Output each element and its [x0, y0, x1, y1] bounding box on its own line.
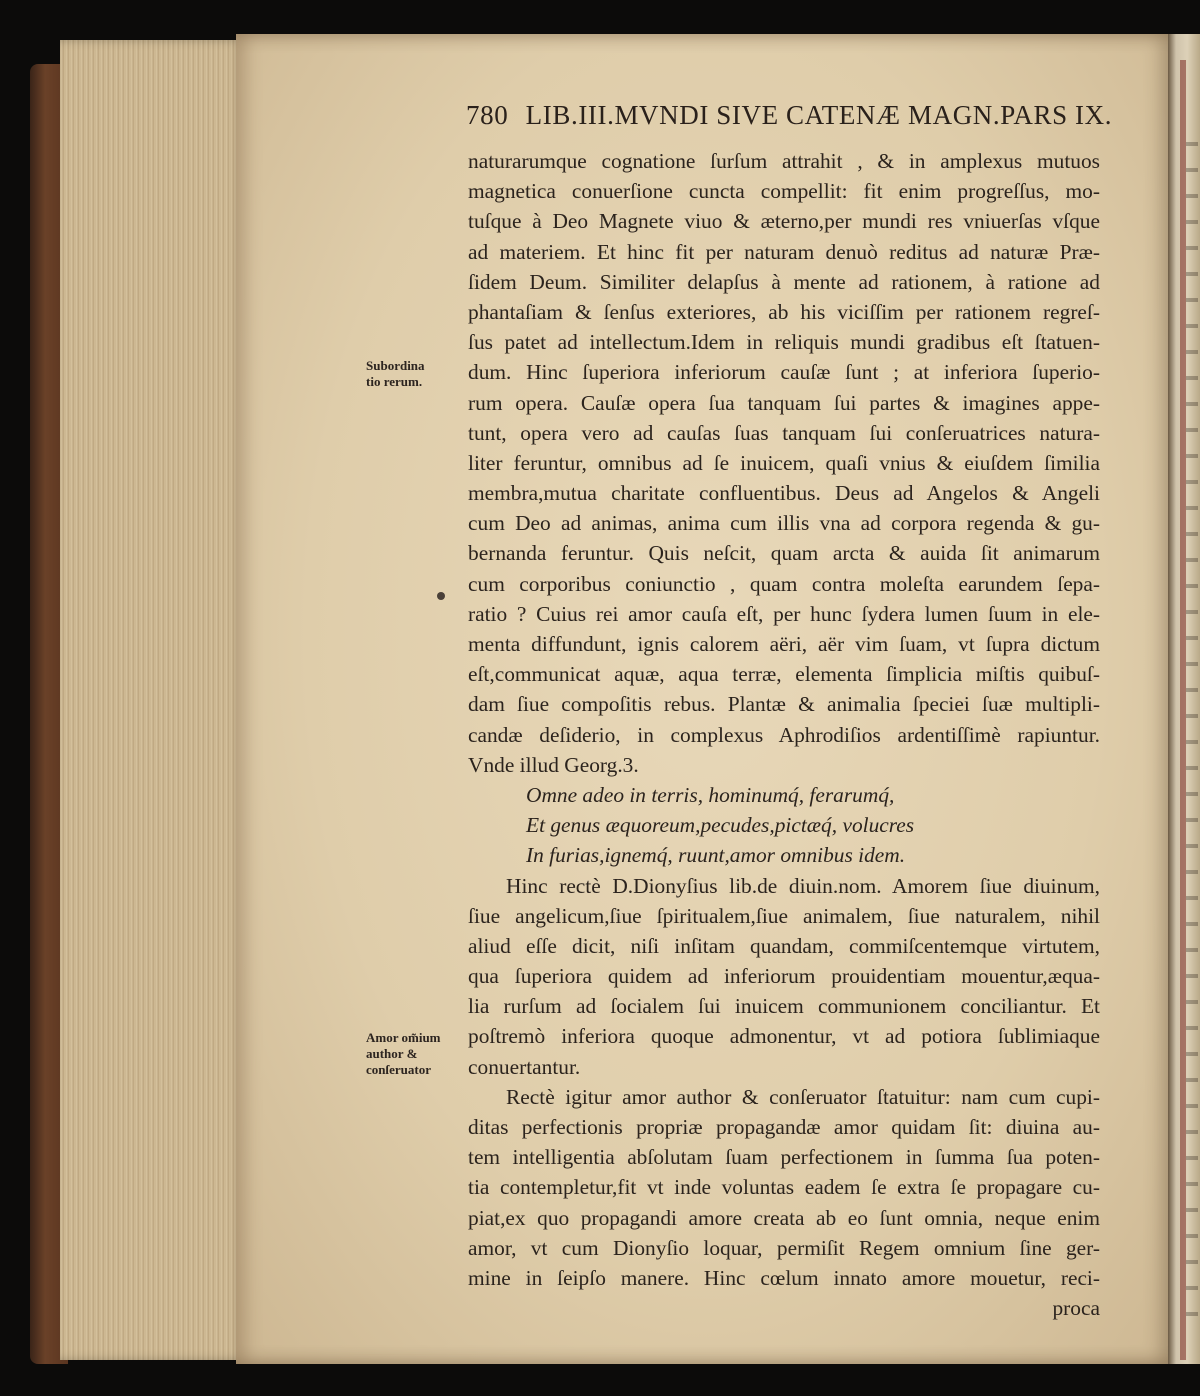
text-line: mine in ſeipſo manere. Hinc cœlum innato amore mouetur, reci- [468, 1265, 1100, 1290]
text-line: cum corporibus coniunctio , quam contra moleſta earundem ſepa- [468, 571, 1100, 596]
text-line: ſiue angelicum,ſiue ſpiritualem,ſiue animalem, ſiue naturalem, nihil [468, 903, 1100, 928]
text-line: poſtremò inferiora quoque admonentur, vt ad potiora ſublimiaque [468, 1024, 1100, 1049]
text-line: ſus patet ad intellectum.Idem in reliquis mundi gradibus eſt ſtatuen- [468, 330, 1100, 355]
text-line: amor, vt cum Dionyſio loquar, permiſit Regem omnium ſine ger- [468, 1235, 1100, 1260]
margin-note-line: conſeruator [366, 1062, 431, 1077]
text-line: Hinc rectè D.Dionyſius lib.de diuin.nom. Amorem ſiue diuinum, [506, 873, 1100, 898]
running-title: LIB.III.MVNDI SIVE CATENÆ MAGN.PARS IX. [525, 100, 1113, 130]
margin-note-line: tio rerum. [366, 374, 423, 389]
text-line: ſidem Deum. Similiter delapſus à mente ad rationem, à ratione ad [468, 269, 1100, 294]
text-line: phantaſiam & ſenſus exteriores, ab his viciſſim per rationem regreſ- [468, 299, 1100, 324]
running-head [466, 100, 1113, 131]
main-text-block [468, 146, 1100, 1323]
text-line: aliud eſſe dicit, niſi inſitam quandam, commiſcentemque virtutem, [468, 933, 1100, 958]
page-edges [60, 40, 245, 1360]
text-line: tunt, opera vero ad cauſas ſuas tanquam ſui conſeruatrices natura- [468, 420, 1100, 445]
margin-note-amor [366, 1030, 466, 1078]
text-line: ad materiem. Et hinc fit per naturam denuò reditus ad naturæ Præ- [468, 239, 1100, 264]
text-line: menta diffundunt, ignis calorem aëri, aër vim ſuam, vt ſupra dictum [468, 632, 1100, 656]
text-line: ratio ? Cuius rei amor cauſa eſt, per hunc ſydera lumen ſuum in ele- [468, 601, 1100, 626]
text-line: magnetica conuerſione cuncta compellit: fit enim progreſſus, mo- [468, 179, 1100, 204]
text-line: tem intelligentia abſolutam ſuam perfectionem in ſumma ſua poten- [468, 1145, 1100, 1170]
text-line: naturarumque cognatione ſurſum attrahit , & in amplexus mutuos [468, 149, 1100, 173]
catchword: proca [1052, 1296, 1100, 1321]
text-line: piat,ex quo propagandi amore creata ab eo ſunt omnia, neque enim [468, 1205, 1100, 1230]
text-line: dum. Hinc ſuperiora inferiorum cauſæ ſunt ; at inferiora ſuperio- [468, 360, 1100, 385]
text-line: qua ſuperiora quidem ad inferiorum prouidentiam mouentur,æqua- [468, 964, 1100, 989]
text-line: Rectè igitur amor author & conſeruator ſtatuitur: nam cum cupi- [506, 1084, 1100, 1109]
margin-note-line: Subordina [366, 358, 425, 373]
text-line: bernanda feruntur. Quis neſcit, quam arcta & auida ſit animarum [468, 541, 1100, 566]
text-line: Vnde illud Georg.3. [468, 752, 639, 777]
verse-line: Et genus æquoreum,pecudes,pictæq́, volucres [526, 813, 915, 838]
margin-note-line: Amor om̃ium [366, 1030, 441, 1045]
margin-note-subordinatio [366, 358, 466, 390]
text-line: cum Deo ad animas, anima cum illis vna ad corpora regenda & gu- [468, 511, 1100, 536]
text-line: candæ deſiderio, in complexus Aphrodiſios ardentiſſimè rapiuntur. [468, 722, 1100, 747]
text-line: tia contempletur,fit vt inde voluntas eadem ſe extra ſe propagare cu- [468, 1175, 1100, 1200]
text-line: dam ſiue compoſitis rebus. Plantæ & animalia ſpeciei ſuæ multipli- [468, 692, 1100, 717]
text-line: tuſque à Deo Magnete viuo & æterno,per mundi res vniuerſas vſque [468, 209, 1100, 234]
text-line: ditas perfectionis propriæ propagandæ amor quidam ſit: diuina au- [468, 1115, 1100, 1139]
text-line: lia rurſum ad ſocialem ſui inuicem communionem conciliantur. Et [468, 994, 1100, 1019]
text-line: eſt,communicat aquæ, aqua terræ, elementa ſimplicia miſtis quibuſ- [468, 662, 1100, 687]
text-line: liter feruntur, omnibus ad ſe inuicem, quaſi vnius & eiuſdem ſimilia [468, 450, 1100, 475]
facing-page-text-fragment [1186, 120, 1198, 1320]
verse-line: In furias,ignemq́, ruunt,amor omnibus idem. [526, 843, 906, 868]
margin-note-line: author & [366, 1046, 418, 1061]
text-line: conuertantur. [468, 1054, 581, 1079]
margin-ink-mark [437, 592, 445, 600]
text-line: membra,mutua charitate confluentibus. Deus ad Angelos & Angeli [468, 481, 1100, 506]
verse-line: Omne adeo in terris, hominumq́, ferarumq́, [526, 782, 895, 807]
text-line: rum opera. Cauſæ opera ſua tanquam ſui partes & imagines appe- [468, 390, 1100, 415]
page-number: 780 [466, 100, 509, 130]
